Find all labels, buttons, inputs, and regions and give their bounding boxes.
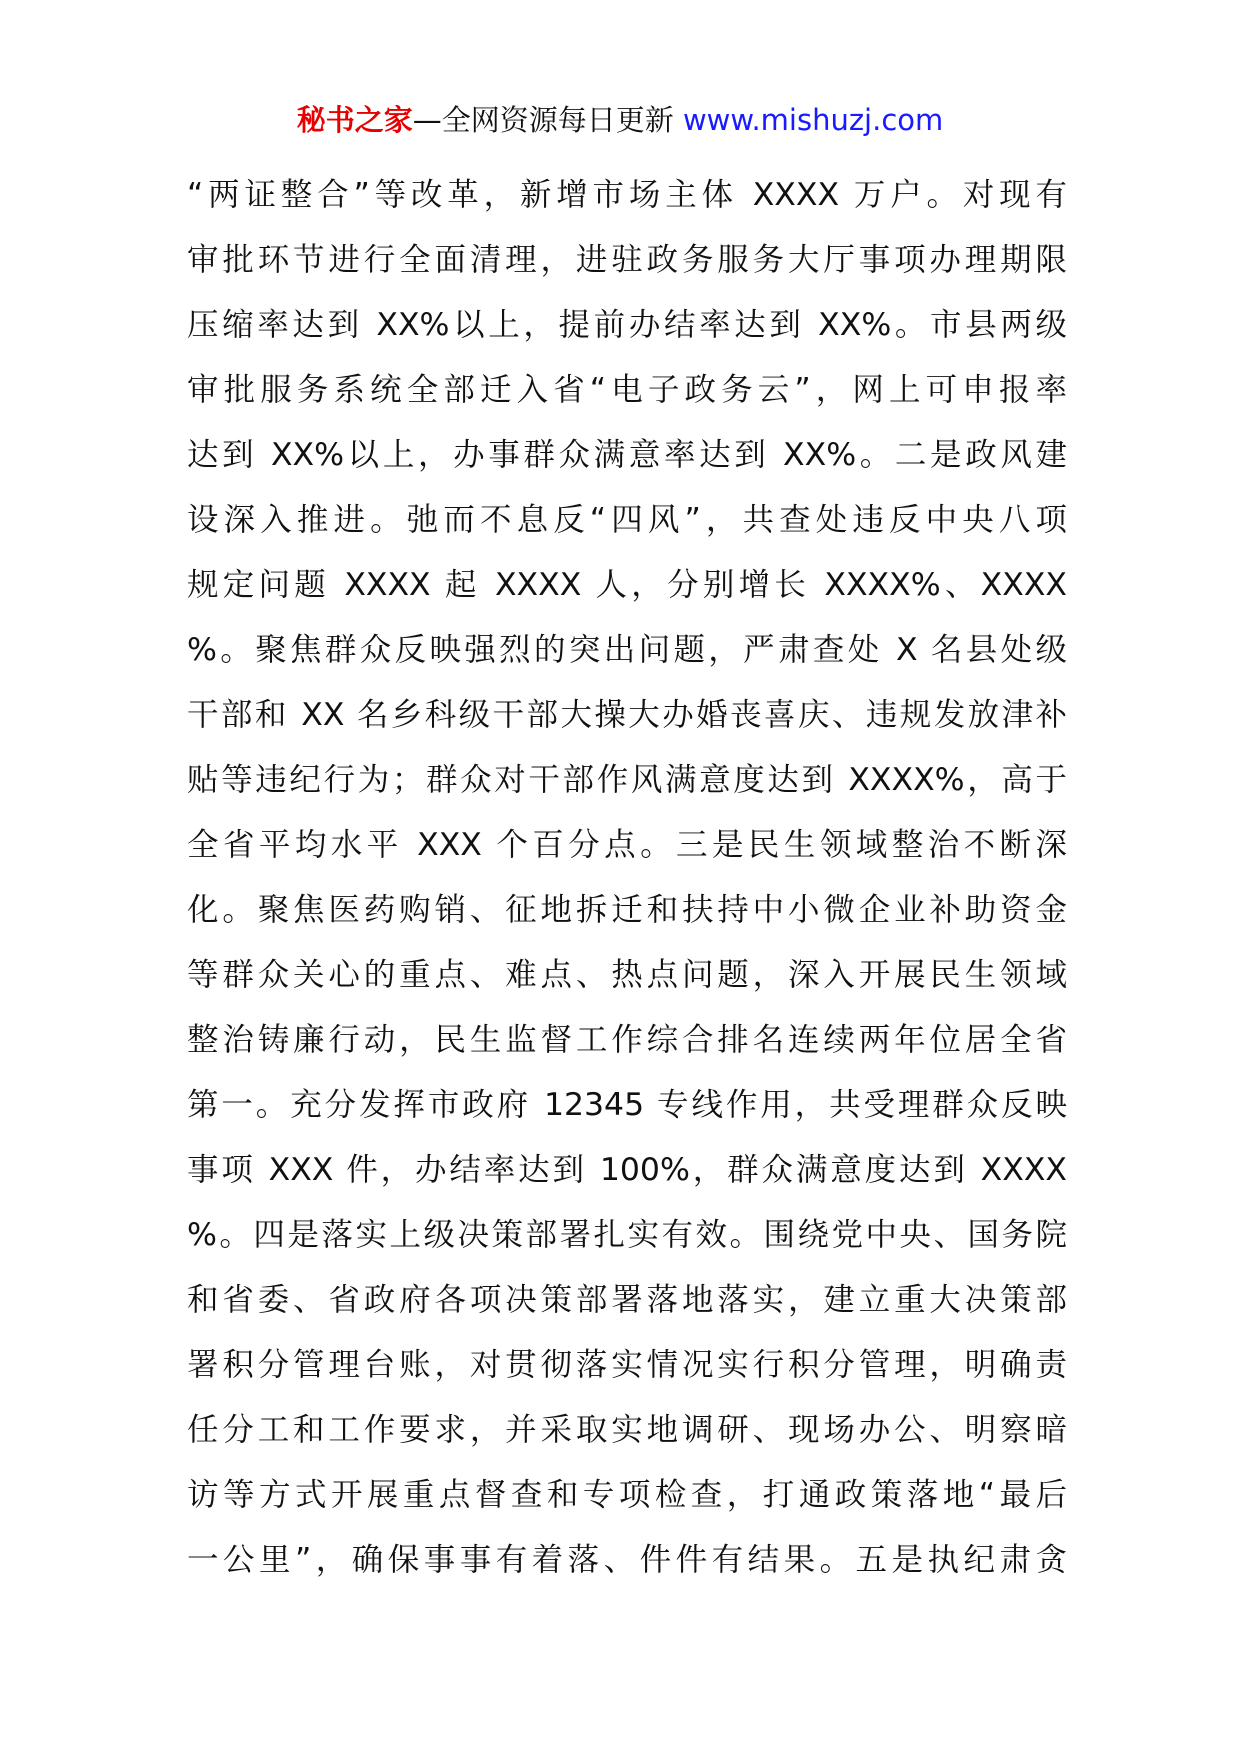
body-line: 规定问题 XXXX 起 XXXX 人，分别增长 XXXX%、XXXX [187,567,1067,603]
body-line: 全省平均水平 XXX 个百分点。三是民生领域整治不断深 [187,827,1067,863]
body-line: 整治铸廉行动，民生监督工作综合排名连续两年位居全省 [187,1022,1067,1058]
body-line: 等群众关心的重点、难点、热点问题，深入开展民生领域 [187,957,1067,993]
body-line: 第一。充分发挥市政府 12345 专线作用，共受理群众反映 [187,1087,1067,1123]
body-line: 事项 XXX 件，办结率达到 100%，群众满意度达到 XXXX [187,1152,1067,1188]
site-url-link[interactable]: www.mishuzj.com [682,103,944,137]
body-line: 干部和 XX 名乡科级干部大操大办婚丧喜庆、违规发放津补 [187,697,1067,733]
body-line: 和省委、省政府各项决策部署落地落实，建立重大决策部 [187,1282,1067,1318]
body-line: 化。聚焦医药购销、征地拆迁和扶持中小微企业补助资金 [187,892,1067,928]
body-line: 达到 XX%以上，办事群众满意率达到 XX%。二是政风建 [187,437,1067,473]
site-header [0,100,1240,140]
body-line: %。聚焦群众反映强烈的突出问题，严肃查处 X 名县处级 [187,632,1067,668]
body-line: 访等方式开展重点督查和专项检查，打通政策落地“最后 [187,1477,1067,1513]
body-line: 审批环节进行全面清理，进驻政务服务大厅事项办理期限 [187,242,1067,278]
body-line: “两证整合”等改革，新增市场主体 XXXX 万户。对现有 [187,177,1067,213]
document-body [187,163,1067,1593]
body-line: 一公里”，确保事事有着落、件件有结果。五是执纪肃贪 [187,1542,1067,1578]
body-line: 任分工和工作要求，并采取实地调研、现场办公、明察暗 [187,1412,1067,1448]
body-line: 署积分管理台账，对贯彻落实情况实行积分管理，明确责 [187,1347,1067,1383]
body-line: 审批服务系统全部迁入省“电子政务云”，网上可申报率 [187,372,1067,408]
body-line: 设深入推进。弛而不息反“四风”，共查处违反中央八项 [187,502,1067,538]
brand-name: 秘书之家 [296,103,413,137]
body-line: 贴等违纪行为；群众对干部作风满意度达到 XXXX%，高于 [187,762,1067,798]
header-tagline: —全网资源每日更新 [412,103,683,137]
body-line: %。四是落实上级决策部署扎实有效。围绕党中央、国务院 [187,1217,1067,1253]
body-line: 压缩率达到 XX%以上，提前办结率达到 XX%。市县两级 [187,307,1067,343]
